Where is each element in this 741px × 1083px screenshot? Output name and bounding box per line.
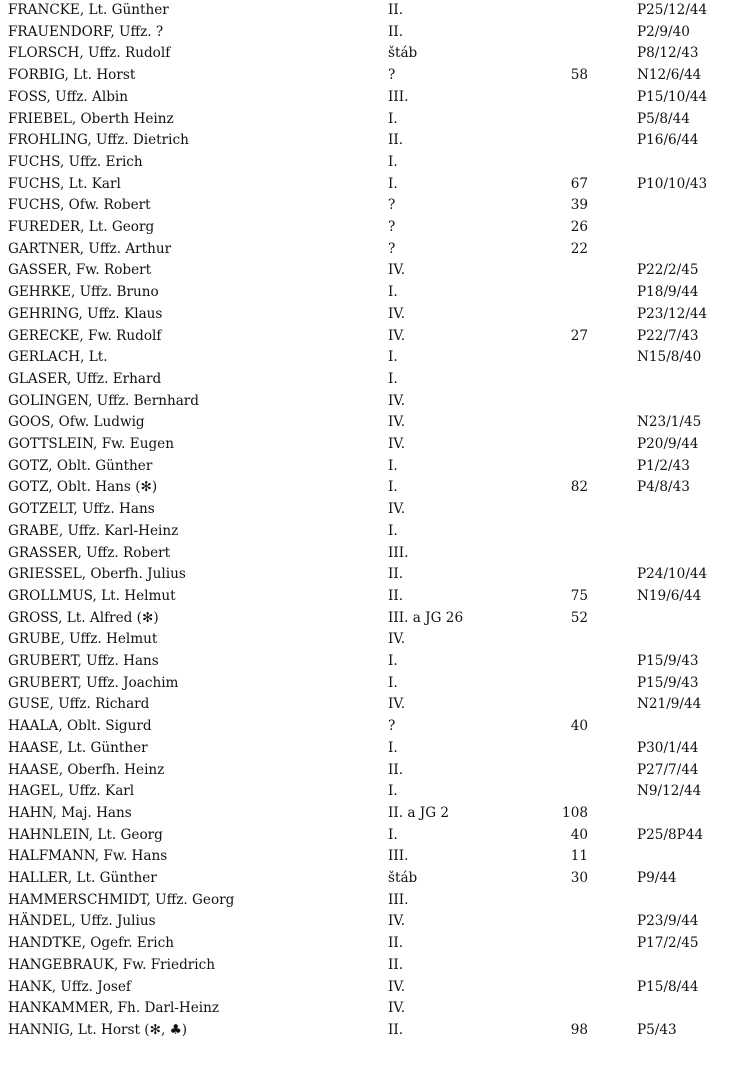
name-cell: GRUBERT, Uffz. Joachim [8, 674, 179, 691]
unit-cell: I. [388, 175, 398, 192]
name-cell: GASSER, Fw. Robert [8, 262, 152, 279]
name-cell: FUCHS, Ofw. Robert [8, 197, 151, 214]
unit-cell: ? [388, 67, 396, 84]
unit-cell: I. [388, 739, 398, 756]
victories-cell: 40 [570, 718, 588, 735]
name-cell: GUSE, Uffz. Richard [8, 696, 150, 713]
unit-cell: III. [388, 544, 409, 561]
unit-cell: II. [388, 23, 404, 40]
table-row [0, 152, 741, 173]
unit-cell: III. [388, 88, 409, 105]
name-cell: HANGEBRAUK, Fw. Friedrich [8, 956, 215, 973]
name-cell: HANK, Uffz. Josef [8, 978, 131, 995]
table-row [0, 1020, 741, 1041]
unit-cell: II. [388, 566, 404, 583]
unit-cell: III. a JG 26 [388, 609, 464, 626]
table-row [0, 977, 741, 998]
table-row [0, 43, 741, 64]
name-cell: FUCHS, Lt. Karl [8, 175, 121, 192]
table-row [0, 499, 741, 520]
fate-cell: P24/10/44 [637, 566, 708, 583]
unit-cell: I. [388, 153, 398, 170]
table-row [0, 326, 741, 347]
unit-cell: I. [388, 349, 398, 366]
name-cell: GEHRKE, Uffz. Bruno [8, 284, 159, 301]
victories-cell: 108 [562, 804, 588, 821]
fate-cell: N21/9/44 [637, 696, 702, 713]
victories-cell: 67 [570, 175, 588, 192]
fate-cell: P10/10/43 [637, 175, 708, 192]
fate-cell: P30/1/44 [637, 739, 699, 756]
fate-cell: P22/2/45 [637, 262, 699, 279]
unit-cell: IV. [388, 414, 406, 431]
unit-cell: I. [388, 783, 398, 800]
name-cell: GARTNER, Uffz. Arthur [8, 240, 172, 257]
unit-cell: I. [388, 457, 398, 474]
name-cell: GRUBERT, Uffz. Hans [8, 653, 159, 669]
table-row [0, 239, 741, 260]
table-row [0, 608, 741, 629]
fate-cell: P15/10/44 [637, 88, 708, 105]
fate-cell: N12/6/44 [637, 67, 702, 84]
name-cell: GOOS, Ofw. Ludwig [8, 414, 145, 431]
name-cell: HAHNLEIN, Lt. Georg [8, 826, 163, 843]
unit-cell: II. a JG 2 [388, 804, 450, 821]
table-row [0, 130, 741, 151]
fate-cell: P23/12/44 [637, 305, 708, 322]
victories-cell: 40 [570, 826, 588, 843]
unit-cell: II. [388, 956, 404, 973]
table-row [0, 391, 741, 412]
table-row [0, 304, 741, 325]
name-cell: FRIEBEL, Oberth Heinz [8, 110, 174, 127]
table-row [0, 65, 741, 86]
name-cell: FUREDER, Lt. Georg [8, 219, 155, 235]
name-cell: GEHRING, Uffz. Klaus [8, 305, 163, 322]
name-cell: HALFMANN, Fw. Hans [8, 848, 168, 865]
name-cell: GOLINGEN, Uffz. Bernhard [8, 392, 200, 409]
table-row [0, 543, 741, 564]
name-cell: HANDTKE, Ogefr. Erich [8, 935, 174, 952]
unit-cell: III. [388, 891, 409, 908]
name-cell: GERECKE, Fw. Rudolf [8, 327, 162, 344]
unit-cell: II. [388, 1021, 404, 1038]
table-row [0, 738, 741, 759]
victories-cell: 26 [570, 219, 588, 235]
name-cell: FORBIG, Lt. Horst [8, 67, 136, 84]
victories-cell: 11 [570, 848, 588, 865]
unit-cell: ? [388, 197, 396, 214]
table-row [0, 760, 741, 781]
table-row [0, 890, 741, 911]
name-cell: GERLACH, Lt. [8, 349, 108, 366]
unit-cell: I. [388, 674, 398, 691]
table-row [0, 716, 741, 737]
table-row [0, 629, 741, 650]
unit-cell: ? [388, 219, 396, 235]
unit-cell: I. [388, 826, 398, 843]
unit-cell: I. [388, 284, 398, 301]
table-row [0, 694, 741, 715]
unit-cell: štáb [388, 45, 418, 62]
table-row [0, 109, 741, 130]
name-cell: GLASER, Uffz. Erhard [8, 370, 162, 387]
unit-cell: ? [388, 240, 396, 257]
table-row [0, 217, 741, 238]
unit-cell: IV. [388, 501, 406, 518]
table-row [0, 434, 741, 455]
table-row [0, 998, 741, 1019]
table-row [0, 825, 741, 846]
name-cell: GOTZ, Oblt. Günther [8, 457, 153, 474]
name-cell: HANKAMMER, Fh. Darl-Heinz [8, 1000, 220, 1017]
table-row [0, 347, 741, 368]
fate-cell: P9/44 [637, 870, 677, 886]
fate-cell: N15/8/40 [637, 349, 702, 366]
name-cell: HÄNDEL, Uffz. Julius [8, 913, 156, 930]
unit-cell: IV. [388, 436, 406, 452]
unit-cell: IV. [388, 913, 406, 930]
table-row [0, 955, 741, 976]
table-row [0, 911, 741, 932]
victories-cell: 82 [570, 479, 588, 496]
name-cell: HAASE, Oberfh. Heinz [8, 761, 165, 778]
table-row [0, 412, 741, 433]
name-cell: GRUBE, Uffz. Helmut [8, 631, 158, 648]
fate-cell: P27/7/44 [637, 761, 699, 778]
unit-cell: II. [388, 132, 404, 149]
unit-cell: IV. [388, 262, 406, 279]
unit-cell: IV. [388, 978, 406, 995]
name-cell: GROSS, Lt. Alfred (✻) [8, 609, 159, 626]
victories-cell: 52 [570, 609, 588, 626]
name-cell: HANNIG, Lt. Horst (✻, ♣) [8, 1021, 188, 1038]
table-row [0, 651, 741, 672]
unit-cell: I. [388, 110, 398, 127]
fate-cell: P25/12/44 [637, 2, 708, 18]
name-cell: HAGEL, Uffz. Karl [8, 783, 135, 800]
victories-cell: 22 [570, 240, 588, 257]
unit-cell: I. [388, 522, 398, 539]
table-row [0, 846, 741, 867]
fate-cell: P15/8/44 [637, 978, 699, 995]
name-cell: FROHLING, Uffz. Dietrich [8, 132, 189, 149]
name-cell: GROLLMUS, Lt. Helmut [8, 587, 176, 604]
fate-cell: P15/9/43 [637, 674, 699, 691]
victories-cell: 58 [570, 67, 588, 84]
name-cell: FRANCKE, Lt. Günther [8, 2, 169, 18]
victories-cell: 30 [570, 870, 588, 886]
name-cell: HALLER, Lt. Günther [8, 870, 157, 886]
unit-cell: I. [388, 653, 398, 669]
unit-cell: II. [388, 587, 404, 604]
table-row [0, 0, 741, 21]
fate-cell: P20/9/44 [637, 436, 699, 452]
fate-cell: P16/6/44 [637, 132, 699, 149]
fate-cell: P5/43 [637, 1021, 677, 1038]
fate-cell: N23/1/45 [637, 414, 702, 431]
table-row [0, 781, 741, 802]
unit-cell: štáb [388, 870, 418, 886]
unit-cell: IV. [388, 1000, 406, 1017]
name-cell: FOSS, Uffz. Albin [8, 88, 129, 105]
unit-cell: II. [388, 2, 404, 18]
fate-cell: P25/8P44 [637, 826, 704, 843]
table-row [0, 521, 741, 542]
table-row [0, 933, 741, 954]
table-row [0, 22, 741, 43]
table-row [0, 87, 741, 108]
unit-cell: IV. [388, 392, 406, 409]
unit-cell: II. [388, 761, 404, 778]
name-cell: GRIESSEL, Oberfh. Julius [8, 566, 186, 583]
table-row [0, 369, 741, 390]
name-cell: HAHN, Maj. Hans [8, 804, 132, 821]
fate-cell: P8/12/43 [637, 45, 699, 62]
table-row [0, 456, 741, 477]
name-cell: FLORSCH, Uffz. Rudolf [8, 45, 171, 62]
unit-cell: IV. [388, 327, 406, 344]
unit-cell: I. [388, 370, 398, 387]
name-cell: GOTZELT, Uffz. Hans [8, 501, 155, 518]
fate-cell: N19/6/44 [637, 587, 702, 604]
victories-cell: 27 [570, 327, 588, 344]
table-row [0, 174, 741, 195]
table-row [0, 195, 741, 216]
unit-cell: I. [388, 479, 398, 496]
name-cell: FRAUENDORF, Uffz. ? [8, 23, 164, 40]
name-cell: GRABE, Uffz. Karl-Heinz [8, 522, 179, 539]
unit-cell: ? [388, 718, 396, 735]
table-row [0, 673, 741, 694]
unit-cell: II. [388, 935, 404, 952]
name-cell: HAASE, Lt. Günther [8, 739, 148, 756]
name-cell: GRASSER, Uffz. Robert [8, 544, 171, 561]
fate-cell: P18/9/44 [637, 284, 699, 301]
fate-cell: P2/9/40 [637, 23, 690, 40]
unit-cell: III. [388, 848, 409, 865]
unit-cell: IV. [388, 696, 406, 713]
fate-cell: P23/9/44 [637, 913, 699, 930]
table-row [0, 564, 741, 585]
fate-cell: P17/2/45 [637, 935, 699, 952]
unit-cell: IV. [388, 305, 406, 322]
fate-cell: P5/8/44 [637, 110, 690, 127]
victories-cell: 39 [570, 197, 588, 214]
table-row [0, 477, 741, 498]
name-cell: FUCHS, Uffz. Erich [8, 153, 143, 170]
name-cell: HAALA, Oblt. Sigurd [8, 718, 152, 735]
table-row [0, 868, 741, 889]
table-row [0, 260, 741, 281]
victories-cell: 75 [570, 587, 588, 604]
fate-cell: P15/9/43 [637, 653, 699, 669]
table-row [0, 282, 741, 303]
table-row [0, 586, 741, 607]
name-cell: GOTTSLEIN, Fw. Eugen [8, 436, 174, 452]
fate-cell: N9/12/44 [637, 783, 702, 800]
victories-cell: 98 [570, 1021, 588, 1038]
name-cell: GOTZ, Oblt. Hans (✻) [8, 479, 158, 496]
name-cell: HAMMERSCHMIDT, Uffz. Georg [8, 891, 235, 908]
table-row [0, 803, 741, 824]
fate-cell: P4/8/43 [637, 479, 690, 496]
unit-cell: IV. [388, 631, 406, 648]
fate-cell: P1/2/43 [637, 457, 690, 474]
fate-cell: P22/7/43 [637, 327, 699, 344]
